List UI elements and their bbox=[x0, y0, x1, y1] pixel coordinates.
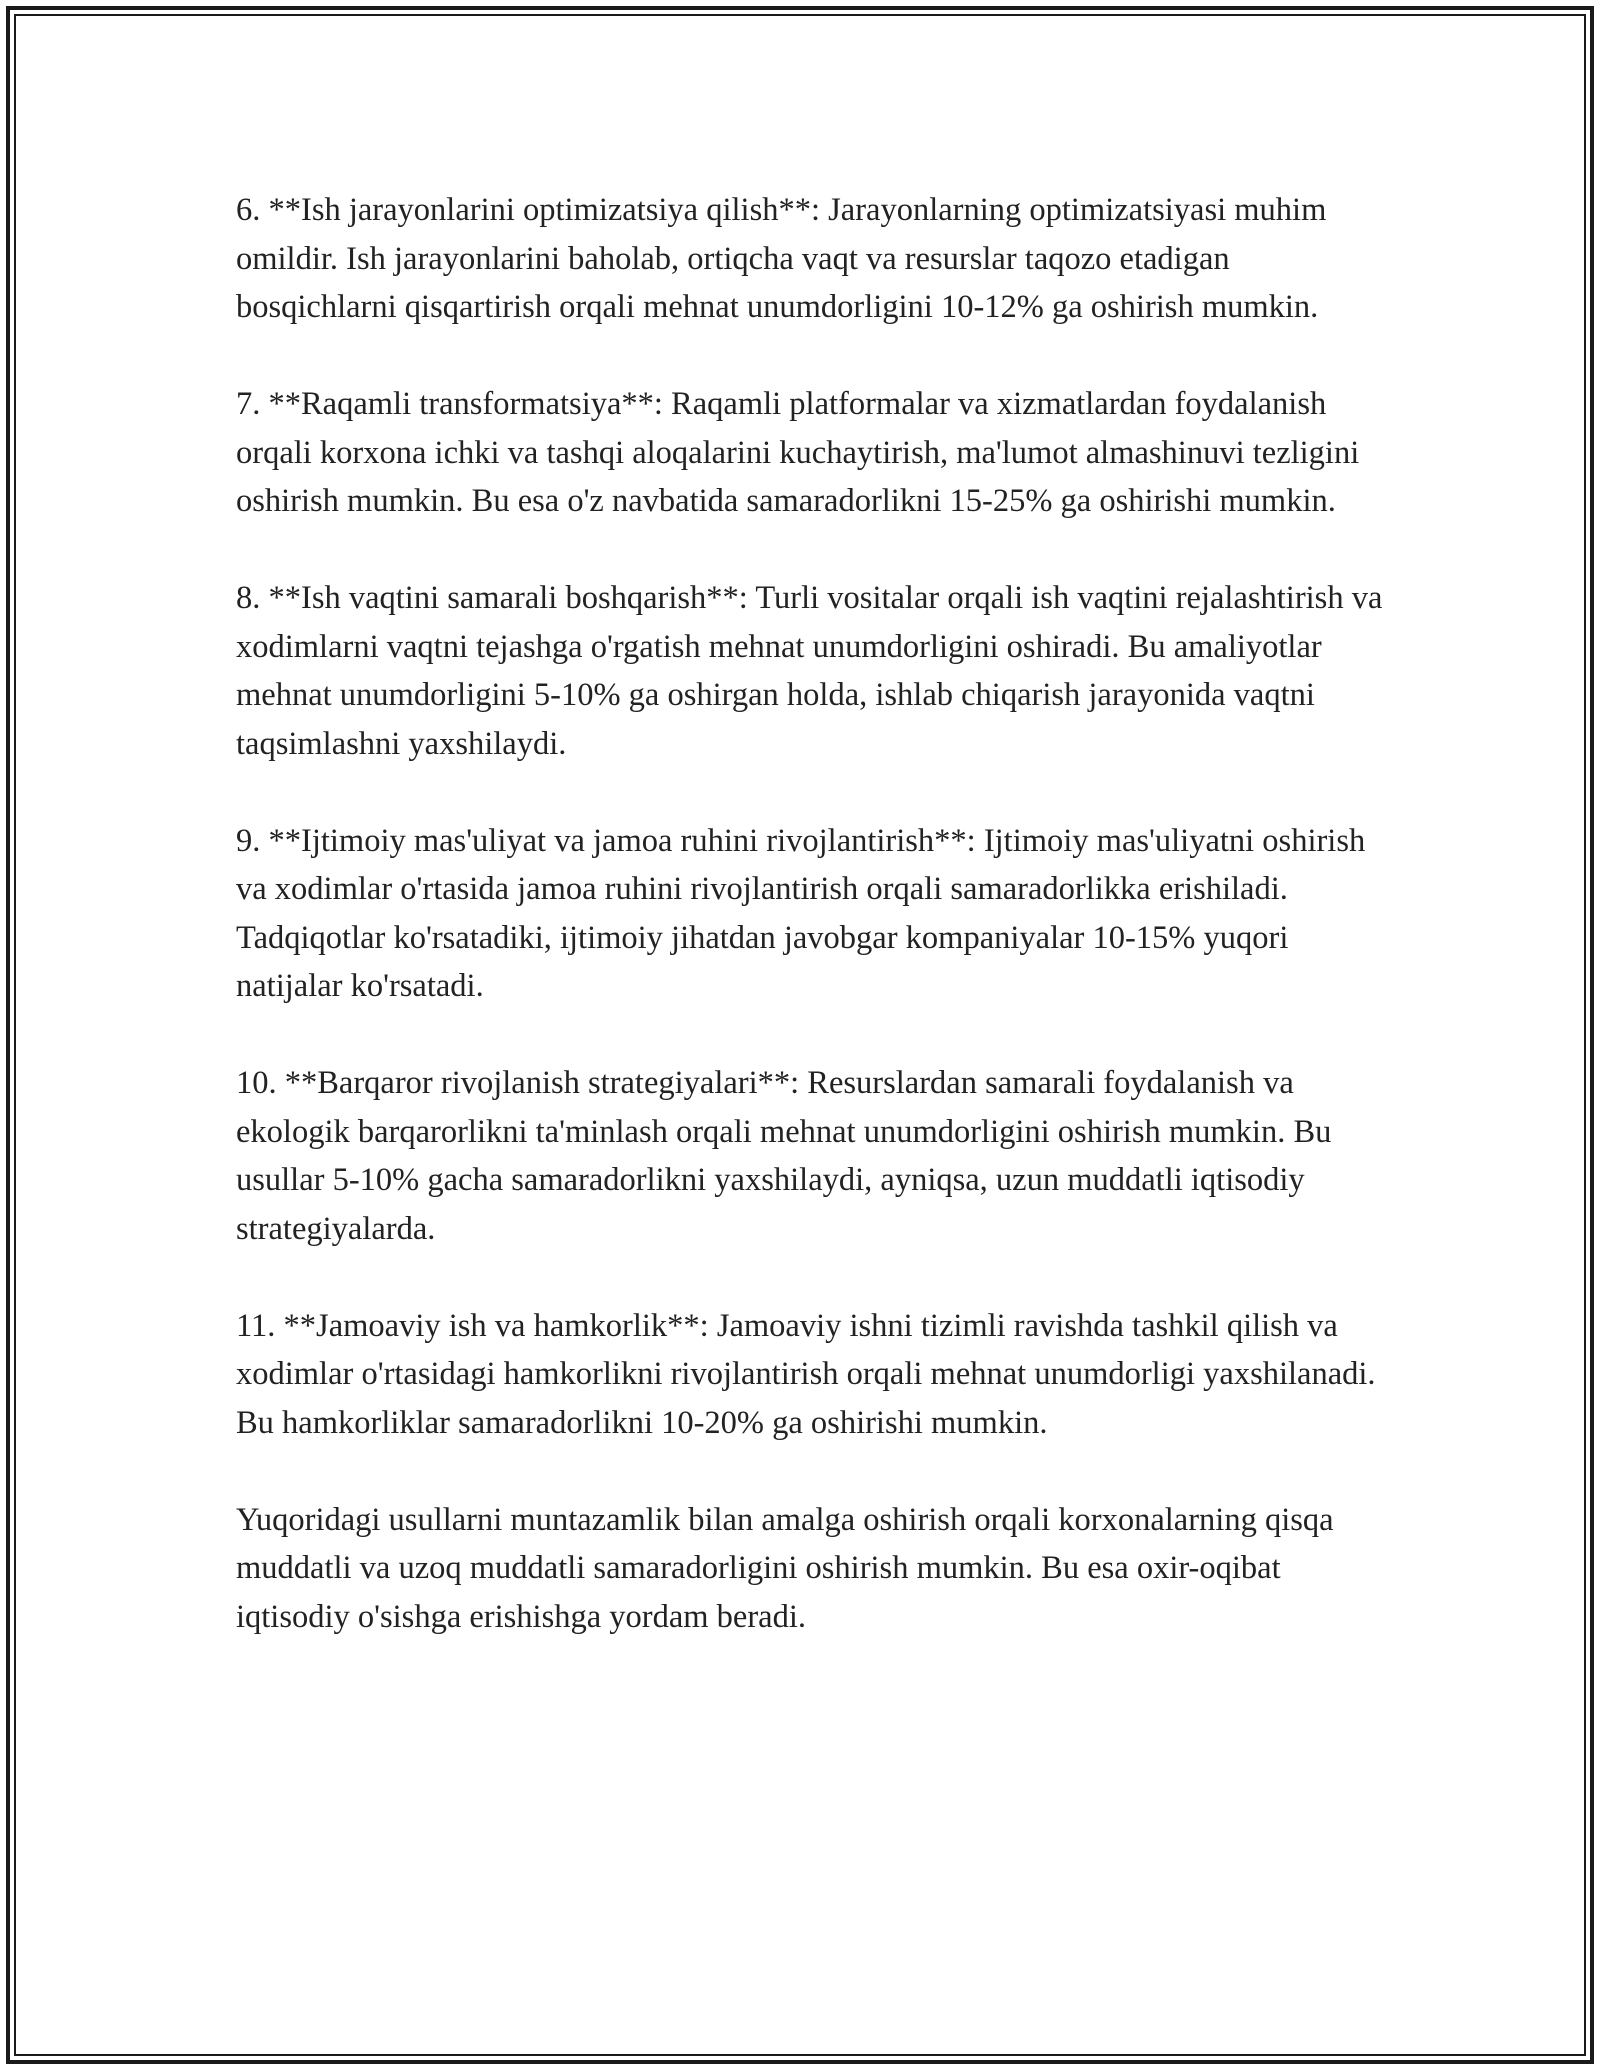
document-body bbox=[236, 186, 1396, 1641]
paragraph-item-7: 7. **Raqamli transformatsiya**: Raqamli platformalar va xizmatlardan foydalanish orqali korxona ichki va tashqi aloqalarini kuchaytirish, ma'lumot almashinuvi tezligini oshirish mumkin. Bu esa o'z navbatida samaradorlikni 15-25% ga oshirishi mumkin. bbox=[236, 386, 1360, 519]
conclusion-paragraph: Yuqoridagi usullarni muntazamlik bilan amalga oshirish orqali korxonalarning qisqa muddatli va uzoq muddatli samaradorligini oshirish mumkin. Bu esa oxir-oqibat iqtisodiy o'sishga erishishga yordam beradi. bbox=[236, 1501, 1334, 1635]
paragraph-item-6: 6. **Ish jarayonlarini optimizatsiya qilish**: Jarayonlarning optimizatsiyasi muhim omildir. Ish jarayonlarini baholab, ortiqcha vaqt va resurslar taqozo etadigan bosqichlarni qisqartirish orqali mehnat unumdorligini 10-12% ga oshirish mumkin. bbox=[236, 192, 1327, 325]
paragraph-item-10: 10. **Barqaror rivojlanish strategiyalari**: Resurslardan samarali foydalanish va ekologik barqarorlikni ta'minlash orqali mehnat unumdorligini oshirish mumkin. Bu usullar 5-10% gacha samaradorlikni yaxshilaydi, ayniqsa, uzun muddatli iqtisodiy strategiyalarda. bbox=[236, 1065, 1332, 1247]
paragraph-item-8: 8. **Ish vaqtini samarali boshqarish**: Turli vositalar orqali ish vaqtini rejalashtirish va xodimlarni vaqtni tejashga o'rgatish mehnat unumdorligini oshiradi. Bu amaliyotlar mehnat unumdorligini 5-10% ga oshirgan holda, ishlab chiqarish jarayonida vaqtni taqsimlashni yaxshilaydi. bbox=[236, 580, 1383, 762]
paragraph-item-11: 11. **Jamoaviy ish va hamkorlik**: Jamoaviy ishni tizimli ravishda tashkil qilish va xodimlar o'rtasidagi hamkorlikni rivojlantirish orqali mehnat unumdorligi yaxshilanadi. Bu hamkorliklar samaradorlikni 10-20% ga oshirishi mumkin. bbox=[236, 1307, 1376, 1441]
paragraph-item-9: 9. **Ijtimoiy mas'uliyat va jamoa ruhini rivojlantirish**: Ijtimoiy mas'uliyatni oshirish va xodimlar o'rtasida jamoa ruhini rivojlantirish orqali samaradorlikka erishiladi. Tadqiqotlar ko'rsatadiki, ijtimoiy jihatdan javobgar kompaniyalar 10-15% yuqori natijalar ko'rsatadi. bbox=[236, 822, 1366, 1004]
